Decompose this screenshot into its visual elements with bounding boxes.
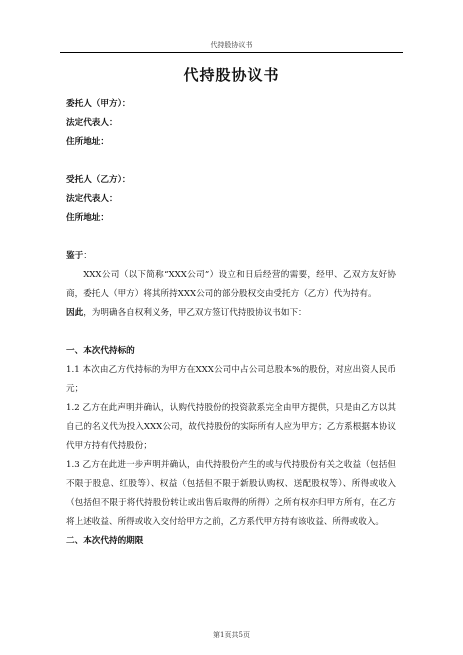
- clause-1-3: 1.3 乙方在此进一步声明并确认，由代持股份产生的或与代持股份有关之收益（包括但不限于股息、红股等）、权益（包括但不限于新股认购权、送配股权等）、所得或收入（包括但不限于将代持股份转让或出售后取得的所得）之所有权亦归甲方所有，在乙方将上述收益、所得或收入交付给甲方之前，乙方系代甲方持有该收益、所得或收入。: [66, 460, 396, 527]
- party-a-rep-label: 法定代表人：: [66, 118, 118, 128]
- document-body: [66, 95, 396, 551]
- party-b-address-label: 住所地址：: [66, 213, 109, 223]
- spacer: [66, 228, 396, 247]
- whereas-label: 鉴于: [66, 251, 84, 261]
- therefore-text: ，为明确各自权利义务，甲乙双方签订代持股协议书如下：: [83, 308, 307, 318]
- party-b-rep-label: 法定代表人：: [66, 194, 118, 204]
- header-divider: [60, 52, 403, 53]
- whereas-colon: ：: [83, 251, 92, 261]
- therefore-paragraph: [66, 304, 396, 323]
- spacer: [66, 323, 396, 342]
- page-footer: 第1页共5页: [213, 631, 250, 639]
- party-b-label: 受托人（乙方）：: [66, 175, 131, 185]
- party-a-label: 委托人（甲方）：: [66, 99, 131, 109]
- running-header: 代持股协议书: [210, 41, 253, 49]
- section-2-heading: 二、本次代持的期限: [66, 536, 144, 546]
- section-1-heading: 一、本次代持标的: [66, 346, 135, 356]
- clause-1-2: 1.2 乙方在此声明并确认，认购代持股份的投资款系完全由甲方提供，只是由乙方以其自己的名义代为投入XXX公司，故代持股份的实际所有人应为甲方；乙方系根据本协议代甲方持有代持股份；: [66, 403, 396, 451]
- whereas-paragraph: XXX公司（以下简称“XXX公司”）设立和日后经营的需要，经甲、乙双方友好协商，委托人（甲方）将其所持XXX公司的部分股权交由受托方（乙方）代为持有。: [66, 270, 396, 299]
- whereas-heading: [66, 247, 396, 266]
- document-title: 代持股协议书: [183, 66, 280, 84]
- party-a-address-label: 住所地址：: [66, 137, 109, 147]
- spacer: [66, 152, 396, 171]
- clause-1-1: 1.1 本次由乙方代持标的为甲方在XXX公司中占公司总股本%的股份，对应出资人民币元；: [66, 365, 396, 394]
- therefore-label: 因此: [66, 308, 84, 318]
